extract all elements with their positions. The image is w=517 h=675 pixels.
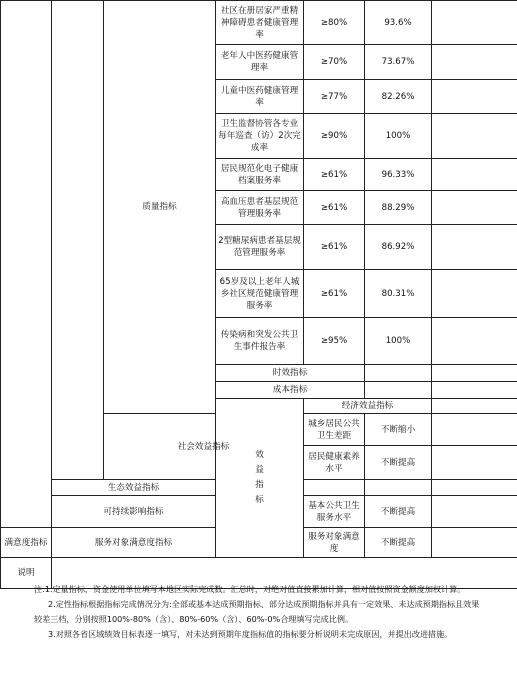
blank-left-cell [1,1,52,528]
benefit-indicator-label: 效 益 指 标 [216,399,304,558]
indicator-name: 儿童中医药健康管理率 [216,80,304,114]
blank-category-cell [52,1,104,480]
indicator-name: 2型糖尿病患者基层规范管理服务率 [216,225,304,270]
social-benefit-label: 社会效益指标 [104,414,304,480]
footnote-2: 2.定性指标根据指标完成情况分为:全部或基本达成预期指标、部分达成预期指标并具有一定效果、未达成预期指标且效果较差三档，分别按照100%-80%（含）、80%-60%（含）、60%-0%合理填写完成比例。 [34,599,480,624]
satisfaction-indicator-label: 满意度指标 [1,528,52,558]
indicator-actual: 100% [365,114,432,159]
indicator-name: 居民规范化电子健康档案服务率 [216,159,304,191]
empty-cell [432,414,517,446]
indicator-target: ≥70% [304,45,365,80]
footnote-1: 注:1.定量指标，资金使用单位填写本地区实际完成数。汇总时，对绝对值直接累加计算，相对值按照资金额度加权计算。 [34,584,466,594]
indicator-actual: 80.31% [365,270,432,318]
indicator-note [432,45,517,80]
empty-cell [365,382,432,399]
indicator-target: 不断缩小 [365,414,432,446]
cost-indicator-label: 成本指标 [216,382,365,399]
empty-cell [432,399,517,414]
indicator-name: 65岁及以上老年人城乡社区规范健康管理服务率 [216,270,304,318]
indicator-note [432,1,517,45]
indicator-name: 传染病和突发公共卫生事件报告率 [216,318,304,365]
quality-indicator-label: 质量指标 [104,1,216,414]
indicator-note [432,114,517,159]
economic-benefit-label: 经济效益指标 [304,399,432,414]
indicator-name: 城乡居民公共卫生差距 [304,414,365,446]
indicator-actual: 100% [365,318,432,365]
indicator-actual: 93.6% [365,1,432,45]
footnotes [34,582,484,642]
ecological-benefit-label: 生态效益指标 [52,480,216,496]
timeliness-indicator-label: 时效指标 [216,365,365,382]
empty-cell [432,365,517,382]
indicator-target: 不断提高 [365,496,432,528]
indicator-target: ≥61% [304,191,365,225]
indicator-actual: 88.29% [365,191,432,225]
indicator-target: ≥61% [304,225,365,270]
indicator-name: 老年人中医药健康管理率 [216,45,304,80]
indicator-note [432,225,517,270]
remark-label: 说明 [1,558,52,589]
indicator-name: 居民健康素养水平 [304,446,365,480]
empty-cell [365,480,432,496]
indicator-actual: 82.26% [365,80,432,114]
indicator-name: 卫生监督协管各专业每年巡查（访）2次完成率 [216,114,304,159]
indicator-name: 基本公共卫生服务水平 [304,496,365,528]
empty-cell [365,365,432,382]
indicator-actual: 86.92% [365,225,432,270]
empty-cell [432,382,517,399]
empty-cell [432,496,517,528]
indicator-note [432,318,517,365]
indicator-target: 不断提高 [365,446,432,480]
sustainable-impact-label: 可持续影响指标 [52,496,216,528]
indicator-name: 高血压患者基层规范管理服务率 [216,191,304,225]
footnote-3: 3.对照各省区域绩效目标表逐一填写，对未达到预期年度指标值的指标要分析说明未完成原因，并提出改进措施。 [48,629,453,639]
indicator-target: ≥77% [304,80,365,114]
empty-cell [432,528,517,558]
indicator-note [432,191,517,225]
indicator-actual: 73.67% [365,45,432,80]
indicator-note [432,80,517,114]
indicator-name: 服务对象满意度 [304,528,365,558]
indicator-target: ≥61% [304,159,365,191]
indicator-target: 不断提高 [365,528,432,558]
indicator-actual: 96.33% [365,159,432,191]
indicator-target: ≥80% [304,1,365,45]
satisfaction-sub-label: 服务对象满意度指标 [52,528,216,558]
indicator-target: ≥95% [304,318,365,365]
empty-cell [432,480,517,496]
indicator-target: ≥90% [304,114,365,159]
indicator-note [432,159,517,191]
indicator-note [432,270,517,318]
empty-cell [304,480,365,496]
indicator-name: 社区在册居家严重精神障碍患者健康管理率 [216,1,304,45]
indicator-target: ≥61% [304,270,365,318]
empty-cell [432,446,517,480]
